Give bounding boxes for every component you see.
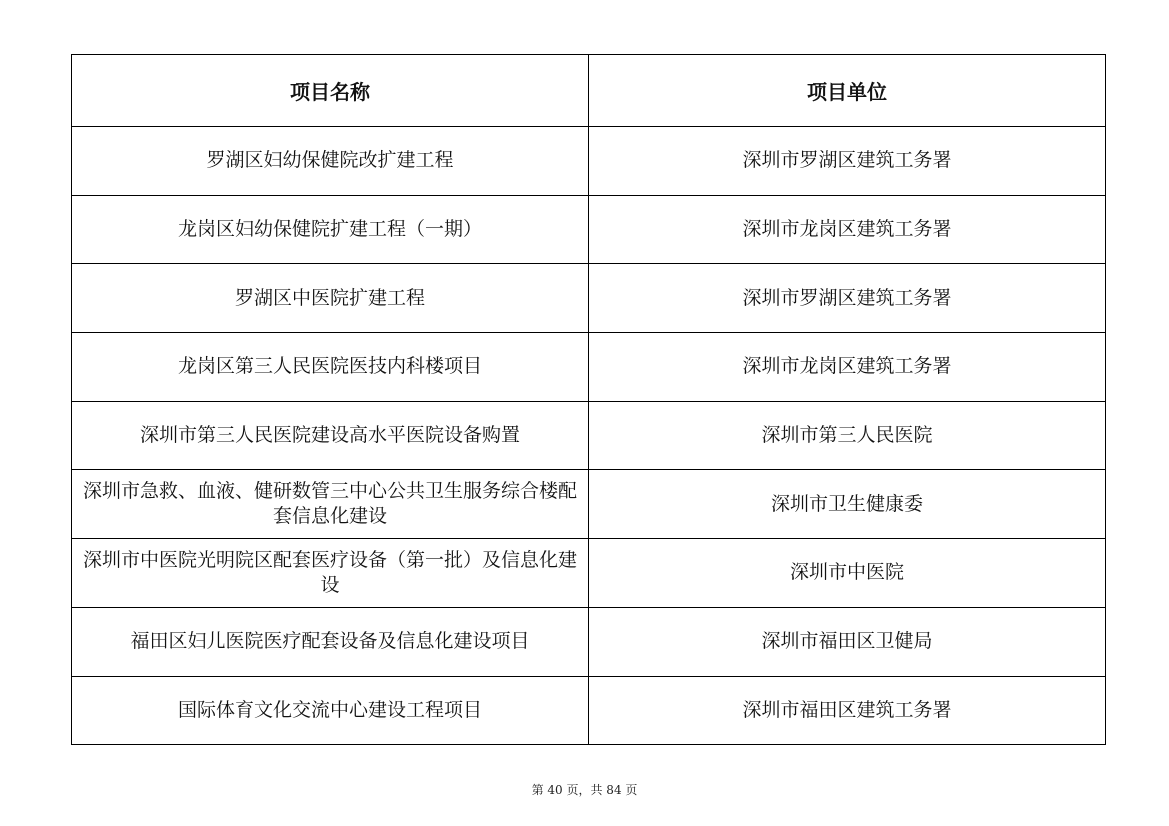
project-name-cell: 龙岗区第三人民医院医技内科楼项目 xyxy=(72,333,589,402)
project-name-cell: 深圳市急救、血液、健研数管三中心公共卫生服务综合楼配套信息化建设 xyxy=(72,470,589,539)
project-unit-cell: 深圳市福田区建筑工务署 xyxy=(589,676,1106,745)
project-unit-cell: 深圳市福田区卫健局 xyxy=(589,607,1106,676)
header-project-unit: 项目单位 xyxy=(589,55,1106,127)
project-name-cell: 罗湖区妇幼保健院改扩建工程 xyxy=(72,127,589,196)
table-header-row xyxy=(72,55,1106,127)
page-number-footer: 第 40 页，共 84 页 xyxy=(531,783,638,797)
project-unit-cell: 深圳市龙岗区建筑工务署 xyxy=(589,333,1106,402)
project-unit-cell: 深圳市罗湖区建筑工务署 xyxy=(589,127,1106,196)
project-name-cell: 龙岗区妇幼保健院扩建工程（一期） xyxy=(72,195,589,264)
table-row xyxy=(72,127,1106,196)
project-unit-cell: 深圳市龙岗区建筑工务署 xyxy=(589,195,1106,264)
table-row xyxy=(72,401,1106,470)
project-unit-cell: 深圳市罗湖区建筑工务署 xyxy=(589,264,1106,333)
project-name-cell: 深圳市第三人民医院建设高水平医院设备购置 xyxy=(72,401,589,470)
header-project-name: 项目名称 xyxy=(72,55,589,127)
table-row xyxy=(72,195,1106,264)
table-row xyxy=(72,539,1106,608)
table-row xyxy=(72,333,1106,402)
project-name-cell: 罗湖区中医院扩建工程 xyxy=(72,264,589,333)
project-name-cell: 深圳市中医院光明院区配套医疗设备（第一批）及信息化建设 xyxy=(72,539,589,608)
table-row xyxy=(72,607,1106,676)
table-row xyxy=(72,676,1106,745)
project-unit-cell: 深圳市中医院 xyxy=(589,539,1106,608)
project-unit-cell: 深圳市卫生健康委 xyxy=(589,470,1106,539)
project-table xyxy=(71,54,1106,745)
table-row xyxy=(72,470,1106,539)
project-name-cell: 福田区妇儿医院医疗配套设备及信息化建设项目 xyxy=(72,607,589,676)
table-row xyxy=(72,264,1106,333)
project-unit-cell: 深圳市第三人民医院 xyxy=(589,401,1106,470)
project-name-cell: 国际体育文化交流中心建设工程项目 xyxy=(72,676,589,745)
